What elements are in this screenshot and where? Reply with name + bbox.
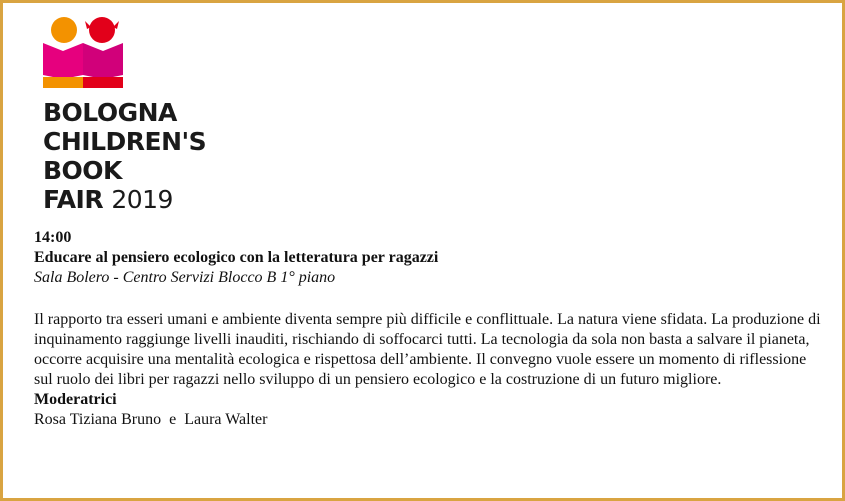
logo-red-head	[89, 17, 115, 43]
event-description: Il rapporto tra esseri umani e ambiente diventa sempre più difficile e conflittuale. La natura viene sfidata. La produzione di inquinamento raggiunge livelli inauditi, rischiando di soffocarci tutti. La tecnologia da sola non basta a salvare il pianeta, occorre acquisire una mentalità ecologica e rispettosa dell’ambiente. Il convegno vuole essere un momento di riflessione sul ruolo dei libri per ragazzi nello sviluppo di un pensiero ecologico e la costruzione di un futuro migliore.	[34, 311, 821, 388]
logo-red-bar	[83, 77, 123, 88]
logo-line-3: BOOK	[43, 156, 122, 185]
moderators-names: Rosa Tiziana Bruno e Laura Walter	[34, 411, 268, 428]
logo-line-2: CHILDREN'S	[43, 127, 207, 156]
logo-line-1: BOLOGNA	[43, 98, 177, 127]
moderators-heading: Moderatrici	[34, 391, 117, 408]
event-venue: Sala Bolero - Centro Servizi Blocco B 1° piano	[34, 269, 336, 286]
logo-left-book	[43, 43, 83, 79]
event-time: 14:00	[34, 229, 72, 246]
logo-orange-head	[51, 17, 77, 43]
logo-line-4	[43, 185, 206, 214]
logo-orange-bar	[43, 77, 83, 88]
logo-wordmark	[43, 98, 206, 214]
event-details	[34, 228, 824, 430]
logo-year: 2019	[111, 185, 173, 214]
event-title: Educare al pensiero ecologico con la letteratura per ragazzi	[34, 249, 439, 266]
logo-fair-word: FAIR	[43, 185, 104, 214]
logo-right-book	[83, 43, 123, 79]
